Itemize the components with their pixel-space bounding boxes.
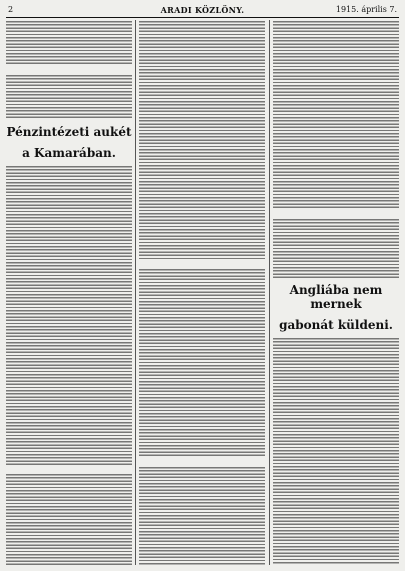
- headline-england-line2: gabonát küldeni.: [273, 316, 399, 334]
- column-2: [139, 20, 265, 565]
- paper-title: ARADI KÖZLÖNY.: [160, 5, 245, 15]
- article-text: [6, 20, 132, 66]
- article-text: [273, 218, 399, 278]
- column-3: [273, 20, 399, 565]
- masthead: [6, 3, 399, 18]
- article-text: [6, 74, 132, 120]
- article-text: [139, 20, 265, 260]
- article-text: [273, 337, 399, 565]
- headline-england-line1: Angliába nem mernek: [273, 281, 399, 313]
- column-1: [6, 20, 132, 565]
- headline-main-line2: a Kamarában.: [6, 144, 132, 162]
- column-rule: [135, 20, 136, 565]
- article-text: [6, 473, 132, 565]
- headline-main-line1: Pénzintézeti aukét: [6, 125, 132, 139]
- page-number: 2: [8, 5, 14, 14]
- issue-date: 1915. április 7.: [335, 5, 397, 14]
- article-text: [6, 165, 132, 465]
- column-rule: [269, 20, 270, 565]
- article-text: [273, 20, 399, 210]
- article-text: [139, 466, 265, 565]
- article-text: [139, 268, 265, 458]
